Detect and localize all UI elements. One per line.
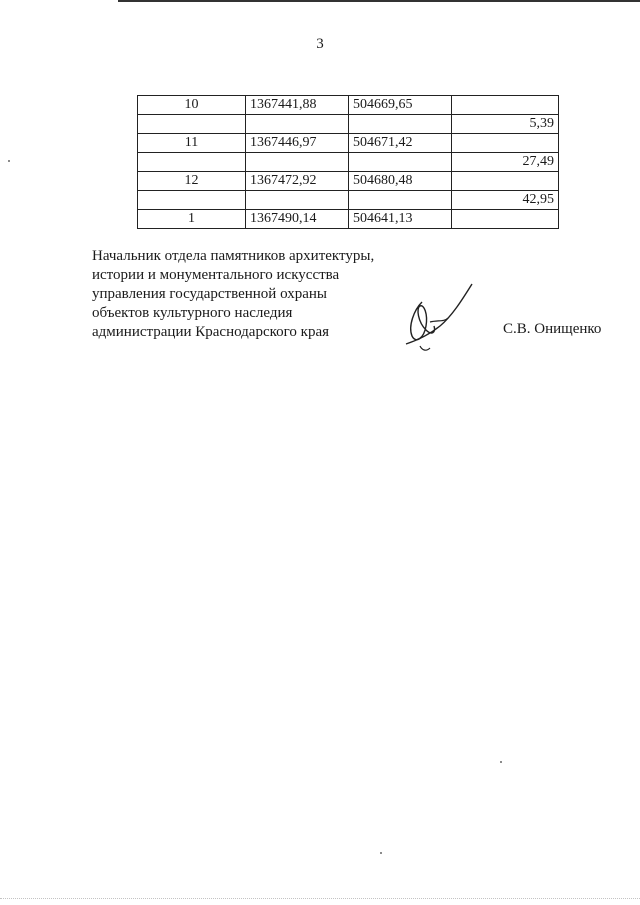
distance-cell: 42,95: [452, 191, 559, 210]
position-line-1: Начальник отдела памятников архитектуры,: [92, 248, 375, 264]
y-coordinate-cell: [349, 153, 452, 172]
signature-stroke-1: [411, 302, 435, 340]
table-row: [138, 172, 559, 191]
table-row: [138, 191, 559, 210]
x-coordinate-cell: 1367441,88: [246, 96, 349, 115]
signature-stroke-2: [406, 284, 472, 344]
distance-cell: [452, 96, 559, 115]
bottom-scan-edge: [0, 898, 640, 902]
scan-speck: [8, 160, 10, 162]
point-number-cell: [138, 115, 246, 134]
scan-speck: [500, 761, 502, 763]
coordinates-table: [137, 95, 559, 229]
y-coordinate-cell: [349, 191, 452, 210]
point-number-cell: 11: [138, 134, 246, 153]
table-row: [138, 134, 559, 153]
point-number-cell: 12: [138, 172, 246, 191]
handwritten-signature: [400, 282, 480, 354]
distance-cell: [452, 210, 559, 229]
y-coordinate-cell: 504680,48: [349, 172, 452, 191]
coordinates-table-body: [138, 96, 559, 229]
y-coordinate-cell: 504669,65: [349, 96, 452, 115]
x-coordinate-cell: 1367446,97: [246, 134, 349, 153]
distance-cell: 5,39: [452, 115, 559, 134]
scan-speck: [380, 852, 382, 854]
x-coordinate-cell: [246, 153, 349, 172]
page-number: 3: [316, 36, 324, 52]
x-coordinate-cell: [246, 191, 349, 210]
signatory-name: С.В. Онищенко: [503, 321, 602, 337]
position-line-5: администрации Краснодарского края: [92, 324, 330, 340]
y-coordinate-cell: [349, 115, 452, 134]
point-number-cell: [138, 191, 246, 210]
table-row: [138, 210, 559, 229]
point-number-cell: [138, 153, 246, 172]
x-coordinate-cell: 1367490,14: [246, 210, 349, 229]
x-coordinate-cell: 1367472,92: [246, 172, 349, 191]
distance-cell: 27,49: [452, 153, 559, 172]
table-row: [138, 115, 559, 134]
distance-cell: [452, 134, 559, 153]
point-number-cell: 10: [138, 96, 246, 115]
x-coordinate-cell: [246, 115, 349, 134]
point-number-cell: 1: [138, 210, 246, 229]
position-line-3: управления государственной охраны: [92, 286, 327, 302]
position-line-4: объектов культурного наследия: [92, 305, 293, 321]
table-row: [138, 96, 559, 115]
position-line-2: истории и монументального искусства: [92, 267, 340, 283]
y-coordinate-cell: 504671,42: [349, 134, 452, 153]
top-edge-rule: [118, 0, 640, 2]
signatory-position: [92, 247, 402, 342]
distance-cell: [452, 172, 559, 191]
table-row: [138, 153, 559, 172]
y-coordinate-cell: 504641,13: [349, 210, 452, 229]
